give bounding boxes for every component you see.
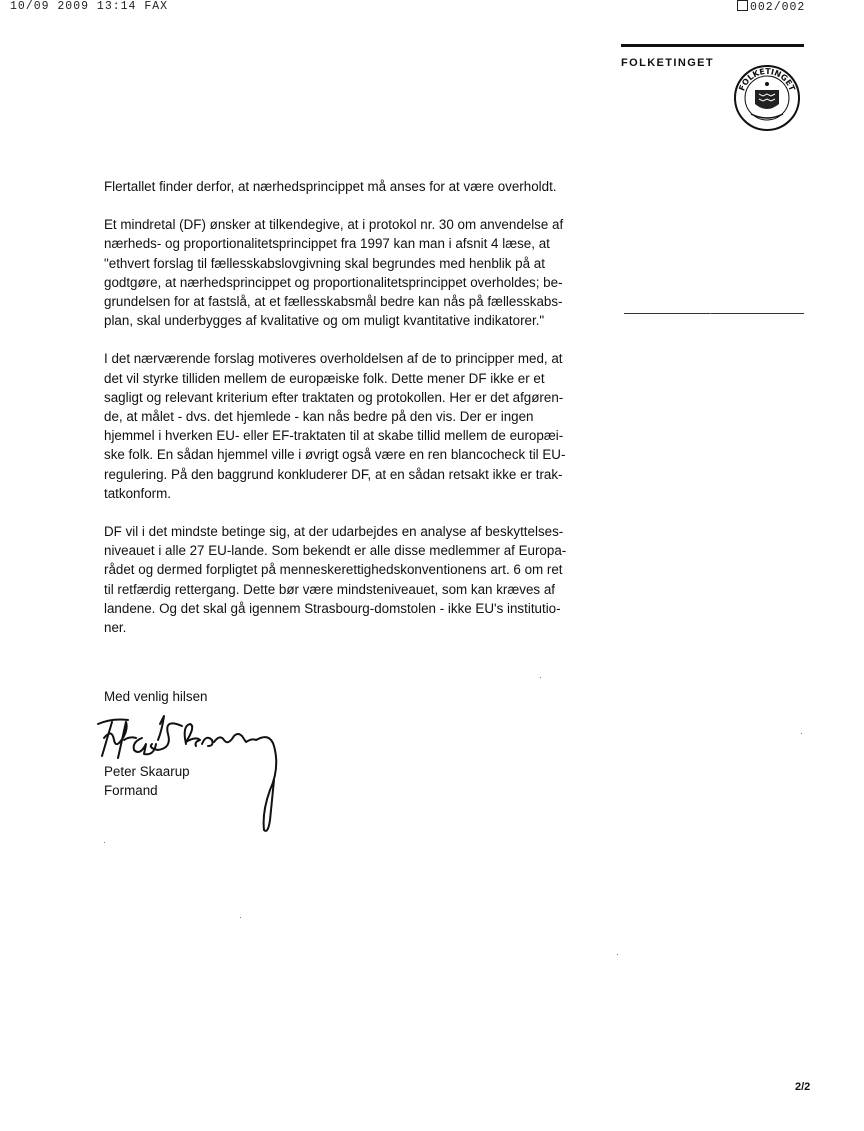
paragraph-2	[104, 215, 594, 330]
letter-body	[104, 177, 594, 656]
paragraph-3	[104, 349, 594, 503]
scan-speck	[801, 733, 802, 734]
organization-name: FOLKETINGET	[621, 57, 715, 69]
text-line: ner.	[104, 620, 127, 636]
fax-page-counter	[737, 0, 805, 14]
text-line: hjemmel i hverken EU- eller EF-traktaten til at skabe tillid mellem de europæi-	[104, 428, 564, 444]
text-line: niveauet i alle 27 EU-lande. Som bekendt er alle disse medlemmer af Europa-	[104, 543, 567, 559]
checkbox-icon	[737, 0, 748, 11]
scan-speck	[617, 954, 618, 955]
text-line: plan, skal underbygges af kvalitative og om muligt kvantitative indikatorer."	[104, 313, 545, 329]
text-line: rådet og dermed forpligtet på menneskerettighedskonventionens art. 6 om ret	[104, 562, 563, 578]
fax-page-counter-text: 002/002	[750, 1, 806, 14]
parliament-seal-icon	[733, 64, 801, 132]
signer-name: Peter Skaarup	[104, 764, 190, 779]
fax-timestamp-header: 10/09 2009 13:14 FAX	[10, 0, 169, 13]
margin-rule	[624, 313, 804, 314]
svg-text:FOLKETINGET	[737, 67, 797, 93]
text-line: det vil styrke tilliden mellem de europæiske folk. Dette mener DF ikke er et	[104, 370, 545, 386]
signer-block	[104, 762, 190, 800]
paragraph-1	[104, 177, 594, 196]
scan-speck	[104, 842, 105, 843]
text-line: ske folk. En sådan hjemmel ville i øvrigt også være en ren blancocheck til EU-	[104, 447, 566, 463]
text-line: Et mindretal (DF) ønsker at tilkendegive, at i protokol nr. 30 om anvendelse af	[104, 217, 564, 233]
text-line: Flertallet finder derfor, at nærhedsprincippet må anses for at være overholdt.	[104, 179, 557, 194]
text-line: grundelsen for at fastslå, at et fællesskabsmål bedre kan nås på fællesskabs-	[104, 294, 563, 310]
page-number: 2/2	[795, 1081, 811, 1093]
scan-speck	[540, 677, 541, 678]
text-line: I det nærværende forslag motiveres overholdelsen af de to principper med, at	[104, 351, 563, 367]
seal-text: FOLKETINGET	[737, 66, 797, 93]
text-line: til retfærdig rettergang. Dette bør være mindsteniveauet, som kan kræves af	[104, 581, 556, 597]
text-line: godtgøre, at nærhedsprincippet og proportionalitetsprincippet overholdes; be-	[104, 274, 563, 290]
text-line: tatkonform.	[104, 485, 171, 501]
text-line: DF vil i det mindste betinge sig, at der udarbejdes en analyse af beskyttelses-	[104, 524, 564, 540]
paragraph-4	[104, 522, 594, 637]
text-line: nærheds- og proportionalitetsprincippet fra 1997 kan man i afsnit 4 læse, at	[104, 236, 550, 252]
closing-salutation: Med venlig hilsen	[104, 689, 208, 704]
text-line: landene. Og det skal gå igennem Strasbourg-domstolen - ikke EU's institutio-	[104, 600, 561, 616]
text-line: regulering. På den baggrund konkluderer DF, at en sådan retsakt ikke er trak-	[104, 466, 563, 482]
scan-speck	[710, 313, 711, 314]
text-line: "ethvert forslag til fællesskabslovgivning skal begrundes med henblik på at	[104, 255, 545, 271]
text-line: sagligt og relevant kriterium efter traktaten og protokollen. Her er det afgøren-	[104, 389, 564, 405]
letterhead-rule	[621, 44, 804, 47]
scan-speck	[240, 917, 241, 918]
signer-title: Formand	[104, 783, 158, 798]
text-line: de, at målet - dvs. det hjemlede - kan nås bedre på den vis. Der er ingen	[104, 409, 534, 425]
